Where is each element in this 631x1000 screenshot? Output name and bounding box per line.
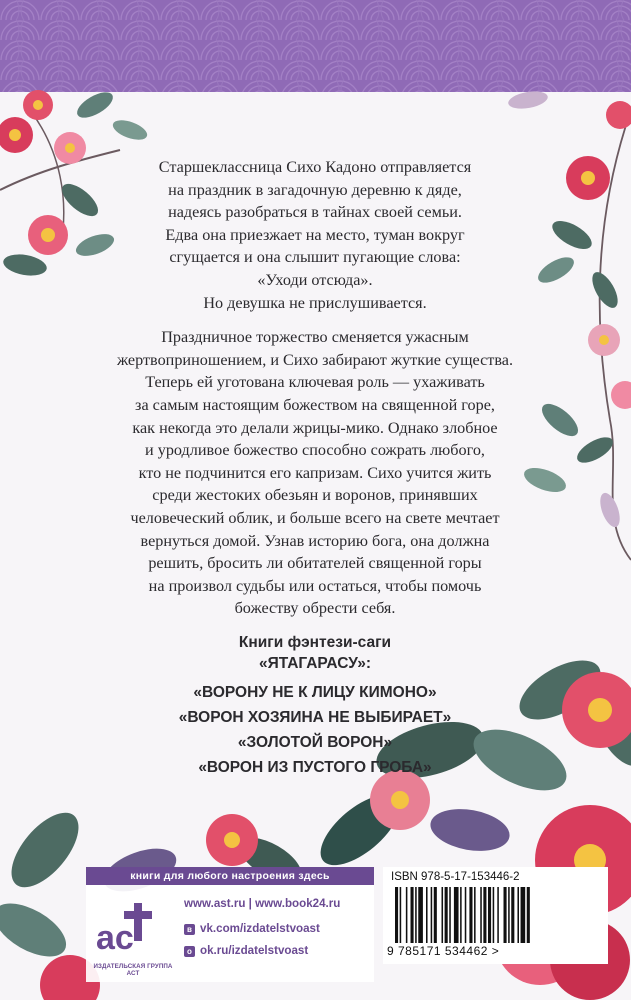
series-name: «ЯТАГАРАСУ»: [258,654,372,672]
ast-logo [96,899,158,959]
text-line: на произвол судьбы или остаться, чтобы помочь [148,576,482,595]
isbn-label: ISBN 978-5-17-153446-2 [391,871,520,883]
publisher-group-name: ИЗДАТЕЛЬСКАЯ ГРУППА АСТ [93,963,173,977]
text-line: как некогда это делали жрицы-мико. Однако злобное [132,418,498,437]
text-line: сгущается и она слышит пугающие слова: [169,248,461,267]
text-line: и уродливое божество способно сожрать любого, [145,441,485,460]
text-line: вернуться домой. Узнав историю бога, она должна [140,531,490,550]
barcode-bar [504,887,507,943]
barcode-bar [521,887,526,943]
text-line: Теперь ей уготована ключевая роль — ухаживать [145,373,485,392]
barcode-bar [406,887,408,943]
series-title: «ЗОЛОТОЙ ВОРОН» [237,733,393,751]
text-line: Едва она приезжает на место, туман вокруг [165,225,465,244]
barcode-bar [488,887,491,943]
description-paragraph-1 [92,156,538,314]
series-title: «ВОРОН ХОЗЯИНА НЕ ВЫБИРАЕТ» [178,708,452,726]
logo-letters: ac [96,919,134,957]
ok-icon: о [184,946,195,957]
barcode-digits: 9 785171 534462 > [387,944,500,958]
series-title-list [92,680,538,780]
barcode-bar [517,887,519,943]
text-line: кто не подчинится его капризам. Сихо учится жить [138,463,492,482]
text-line: жертвоприношением, и Сихо забирают жуткие существа. [116,350,514,369]
text-line: божеству обрести себя. [234,599,396,618]
barcode-bar [474,887,476,943]
barcode-bar [469,887,472,943]
barcode-bar [483,887,486,943]
description-paragraph-2 [92,326,538,620]
vk-link[interactable]: vk.com/izdatelstvoast [200,922,320,935]
barcode-bar [497,887,499,943]
barcode-bar [415,887,417,943]
text-line: Праздничное торжество сменяется ужасным [161,328,469,347]
text-line: надеясь разобраться в тайнах своей семьи. [168,203,462,222]
series-intro [92,632,538,674]
text-line: среди жестоких обезьян и воронов, принявших [152,486,478,505]
text-line: «Уходи отсюда». [257,270,373,289]
barcode-icon [393,887,603,943]
text-line: Старшеклассница Сихо Кадоно отправляется [158,158,472,176]
barcode-bar [411,887,414,943]
barcode-bar [449,887,451,943]
barcode-bar [511,887,514,943]
series-title: «ВОРОН ИЗ ПУСТОГО ГРОБА» [198,758,432,776]
barcode-bar [431,887,433,943]
barcode-bar [434,887,437,943]
publisher-tagline: книги для любого настроения здесь [86,867,374,885]
text-line: на праздник в загадочную деревню к дяде, [168,180,462,199]
publisher-panel [86,885,374,982]
barcode-bar [418,887,423,943]
barcode-bar [493,887,495,943]
barcode-bar [395,887,398,943]
barcode-bar [527,887,530,943]
series-intro-line: Книги фэнтези-саги [238,633,392,651]
text-line: Но девушка не прислушивается. [203,293,427,312]
barcode-bar [508,887,510,943]
barcode-bar [442,887,444,943]
barcode-panel [383,867,608,964]
barcode-bar [454,887,459,943]
ast-logo-icon [96,899,158,959]
barcode-bar [400,887,402,943]
description-block [92,156,538,780]
text-line: за самым настоящим божеством на священной горе, [135,395,495,414]
barcode-bar [480,887,482,943]
text-line: человеческий облик, и больше всего на свете мечтает [130,508,500,527]
barcode-bar [426,887,428,943]
series-title: «ВОРОНУ НЕ К ЛИЦУ КИМОНО» [193,683,437,701]
barcode-bar [445,887,448,943]
text-line: решить, бросить ли обитателей священной горы [148,554,482,573]
ok-link[interactable]: ok.ru/izdatelstvoast [200,944,309,957]
barcode-bar [460,887,462,943]
barcode-bar [465,887,467,943]
vk-icon: в [184,924,195,935]
website-links[interactable]: www.ast.ru | www.book24.ru [184,897,341,910]
